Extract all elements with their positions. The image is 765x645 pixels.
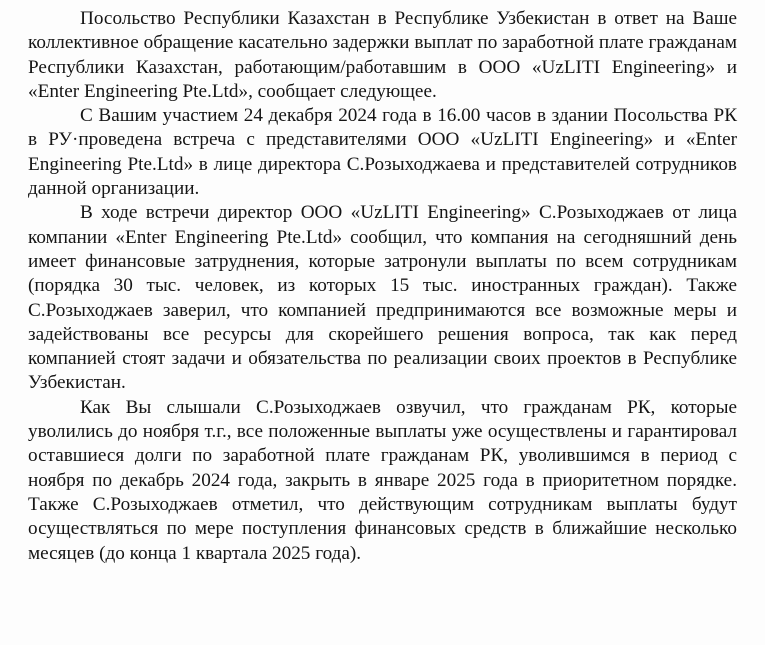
paragraph-meeting-details: С Вашим участием 24 декабря 2024 года в 16.00 часов в здании Посольства РК в РУ·проведена встреча с представителями ООО «UzLITI Engineering» и «Enter Engineering Pte.Ltd» в лице директора С.Розыходжаева и представителей сотрудников данной организации. [28,105,737,200]
paragraph-response-intro: Посольство Республики Казахстан в Республике Узбекистан в ответ на Ваше коллективное обращение касательно задержки выплат по заработной плате гражданам Республики Казахстан, работающим/работавшим в ООО «UzLITI Engineering» и «Enter Engineering Pte.Ltd», сообщает следующее. [28,8,737,102]
paragraph-payment-guarantees: Как Вы слышали С.Розыходжаев озвучил, что гражданам РК, которые уволились до ноября т.г., все положенные выплаты уже осуществлены и гарантировал оставшиеся долги по заработной плате гражданам РК, уволившимся в период с ноября по декабрь 2024 года, закрыть в январе 2025 года в приоритетном порядке. Также С.Розыходжаев отметил, что действующим сотрудникам выплаты будут осуществляться по мере поступления финансовых средств в ближайшие несколько месяцев (до конца 1 квартала 2025 года). [28,396,737,564]
paragraph-company-statement: В ходе встречи директор ООО «UzLITI Engineering» С.Розыходжаев от лица компании «Enter Engineering Pte.Ltd» сообщил, что компания на сегодняшний день имеет финансовые затруднения, которые затронули выплаты по всем сотрудникам (порядка 30 тыс. человек, из которых 15 тыс. иностранных граждан). Также С.Розыходжаев заверил, что компанией предпринимаются все возможные меры и задействованы все ресурсы для скорейшего решения вопроса, так как перед компанией стоят задачи и обязательства по реализации своих проектов в Республике Узбекистан. [28,202,737,394]
letter-body [28,7,737,566]
